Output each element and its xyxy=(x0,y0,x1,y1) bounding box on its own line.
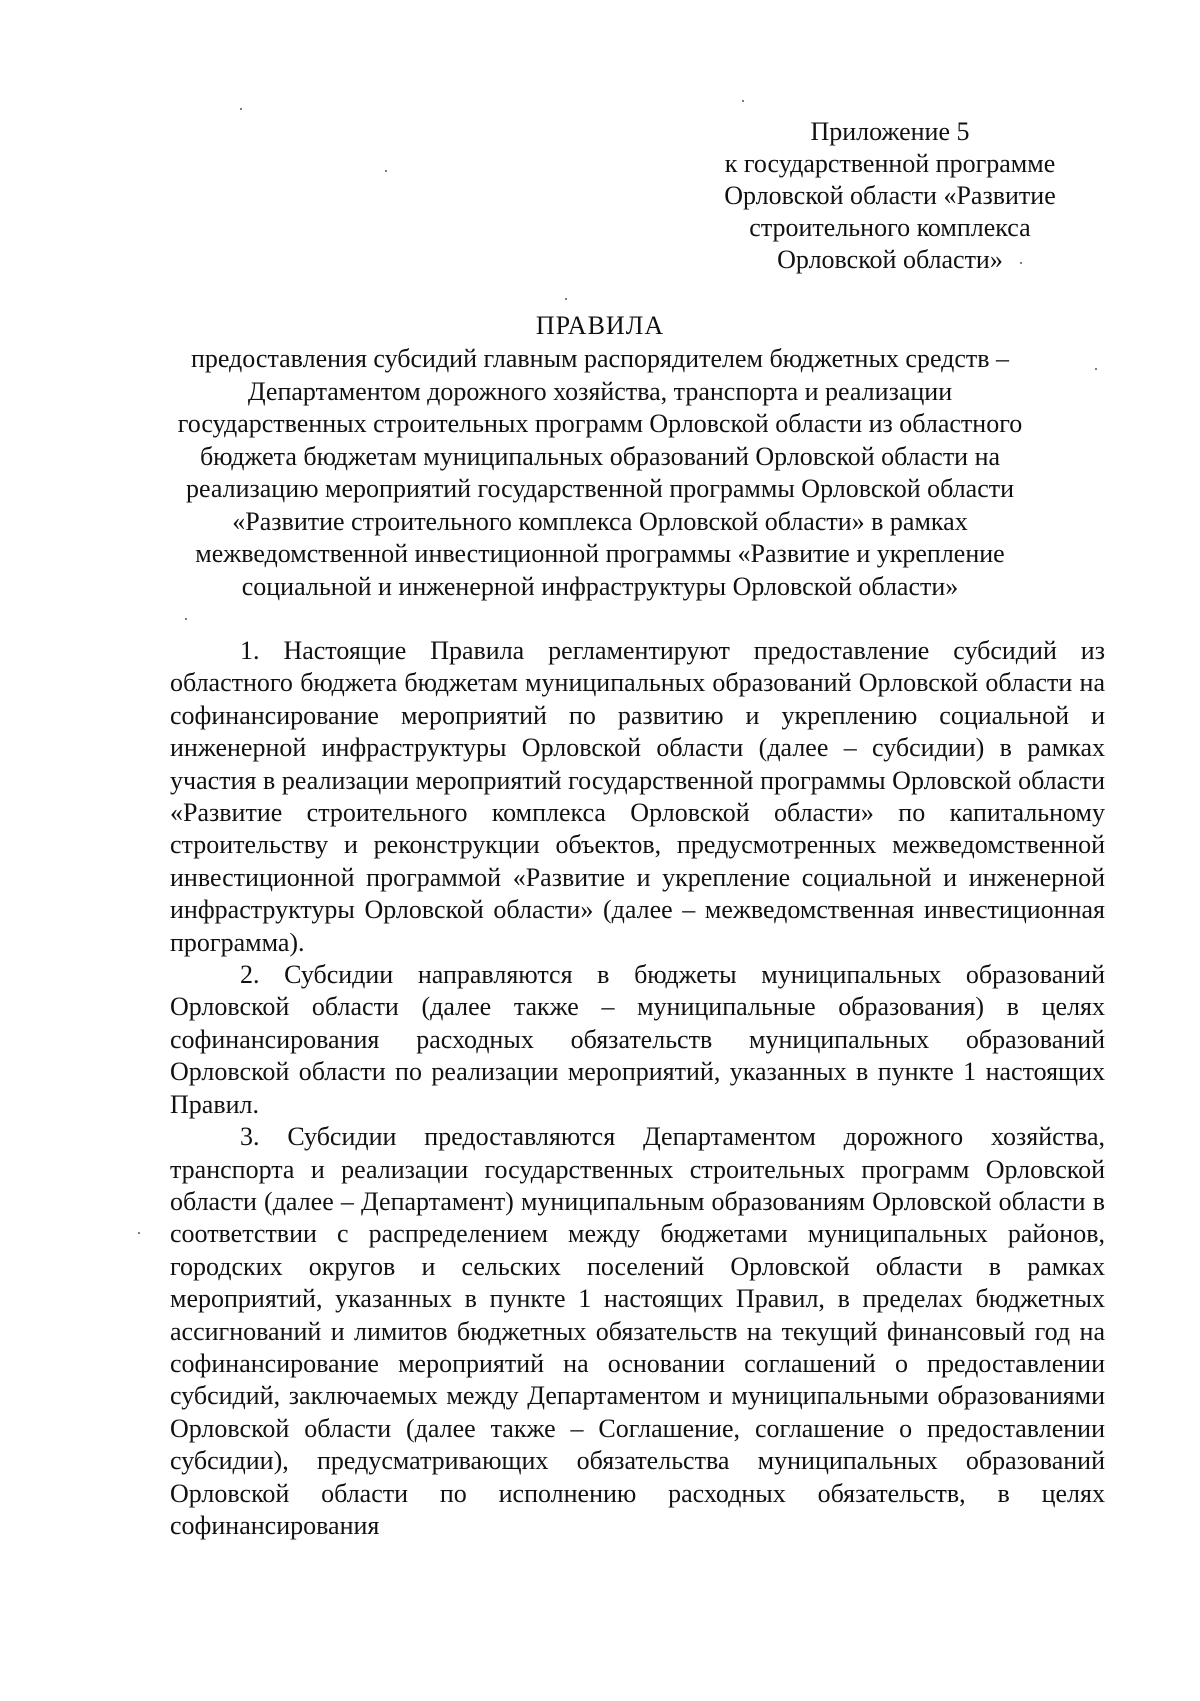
scan-speck xyxy=(565,298,567,300)
appendix-line: Приложение 5 xyxy=(810,117,970,146)
paragraph-3: 3. Субсидии предоставляются Департаментом дорожного хозяйства, транспорта и реализации государственных строительных программ Орловской области (далее – Департамент) муниципальным образованиям Орловской области в соответствии с распределением между бюджетами муниципальных районов, городских округов и сельских поселений Орловской области в рамках мероприятий, указанных в пункте 1 настоящих Правил, в пределах бюджетных ассигнований и лимитов бюджетных обязательств на текущий финансовый год на софинансирование мероприятий на основании соглашений о предоставлении субсидий, заключаемых между Департаментом и муниципальными образованиями Орловской области (далее также – Соглашение, соглашение о предоставлении субсидии), предусматривающих обязательства муниципальных образований Орловской области по исполнению расходных обязательств, в целях софинансирования xyxy=(170,1122,1105,1540)
appendix-line: строительного комплекса xyxy=(749,213,1031,242)
subtitle-line: государственных строительных программ Орловской области из областного xyxy=(177,409,1023,438)
scan-speck xyxy=(185,618,187,620)
appendix-line: к государственной программе xyxy=(724,149,1056,178)
scan-speck xyxy=(240,108,242,110)
subtitle-line: Департаментом дорожного хозяйства, транспорта и реализации xyxy=(247,376,953,406)
subtitle-line: межведомственной инвестиционной программы «Развитие и укрепление xyxy=(195,539,1005,568)
subtitle-line: реализацию мероприятий государственной программы Орловской области xyxy=(185,474,1015,503)
subtitle-line: предоставления субсидий главным распорядителем бюджетных средств – xyxy=(190,344,1010,373)
subtitle-line: «Развитие строительного комплекса Орловской области» в рамках xyxy=(232,506,968,536)
scan-speck xyxy=(385,170,387,172)
appendix-header xyxy=(690,116,1090,276)
paragraph-1: 1. Настоящие Правила регламентируют предоставление субсидий из областного бюджета бюджетам муниципальных образований Орловской области на софинансирование мероприятий по развитию и укреплению социальной и инженерной инфраструктуры Орловской области (далее – субсидии) в рамках участия в реализации мероприятий государственной программы Орловской области «Развитие строительного комплекса Орловской области» по капитальному строительству и реконструкции объектов, предусмотренных межведомственной инвестиционной программой «Развитие и укрепление социальной и инженерной инфраструктуры Орловской области» (далее – межведомственная инвестиционная программа). xyxy=(170,636,1105,957)
scan-speck xyxy=(138,1232,140,1234)
document-body xyxy=(170,635,1105,1542)
appendix-line: Орловской области» xyxy=(777,245,1003,274)
document-title: ПРАВИЛА xyxy=(535,311,665,340)
scan-speck xyxy=(1095,368,1097,370)
subtitle-line: бюджета бюджетам муниципальных образований Орловской области на xyxy=(199,441,1001,471)
subtitle-line: социальной и инженерной инфраструктуры Орловской области» xyxy=(241,571,959,601)
scan-speck xyxy=(742,100,744,102)
paragraph-2: 2. Субсидии направляются в бюджеты муниципальных образований Орловской области (далее также – муниципальные образования) в целях софинансирования расходных обязательств муниципальных образований Орловской области по реализации мероприятий, указанных в пункте 1 настоящих Правил. xyxy=(170,960,1105,1119)
scan-speck xyxy=(1020,262,1022,264)
appendix-line: Орловской области «Развитие xyxy=(724,181,1056,210)
document-subtitle xyxy=(150,343,1050,603)
